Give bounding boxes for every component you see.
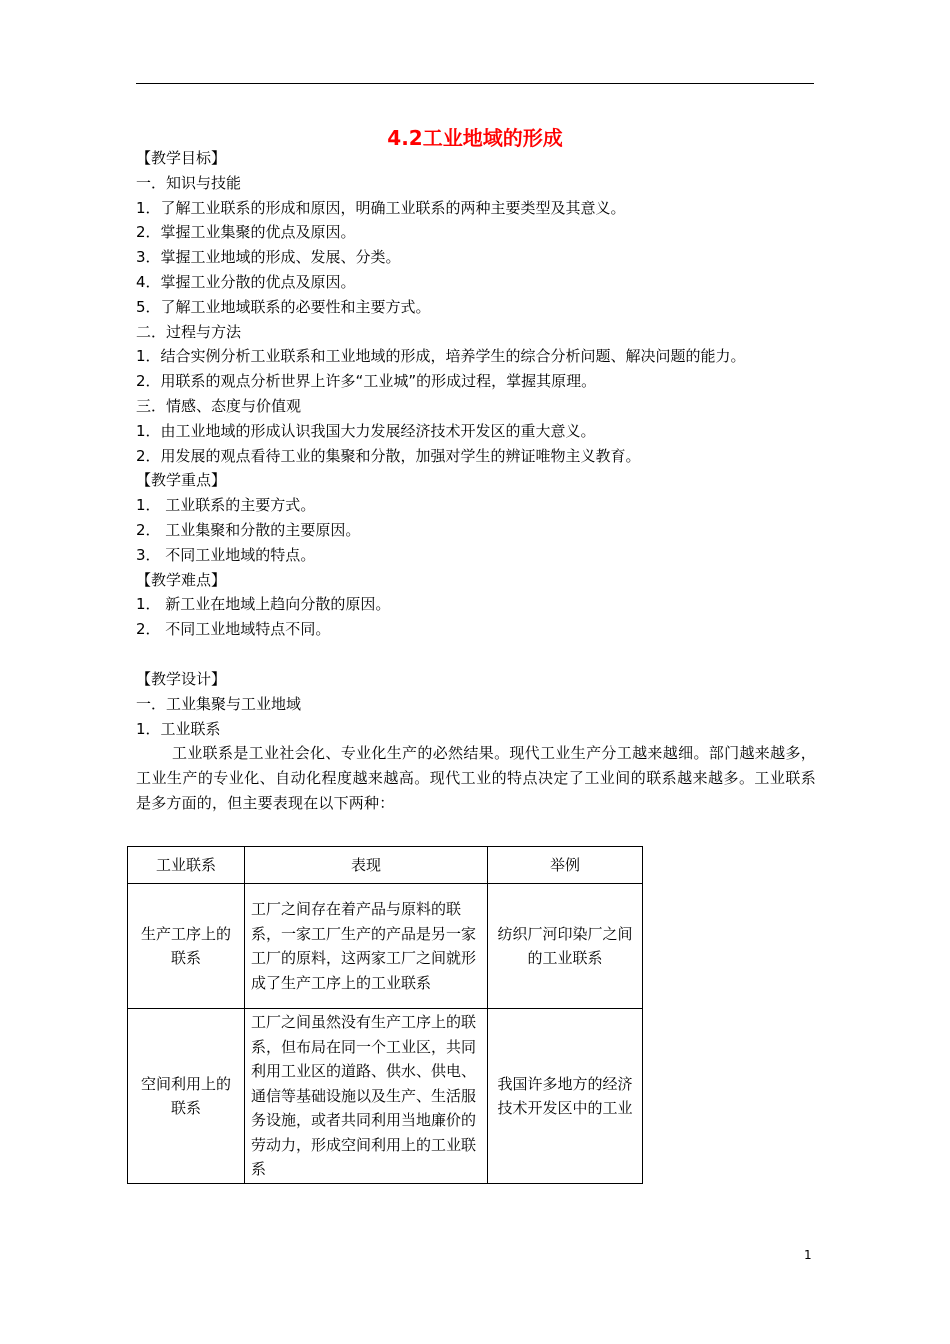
text-line: 5．了解工业地域联系的必要性和主要方式。 [136,297,431,316]
body-paragraph: 工业联系是工业社会化、专业化生产的必然结果。现代工业生产分工越来越细。部门越来越多，工业生产的专业化、自动化程度越来越高。现代工业的特点决定了工业间的联系越来越多。工业联系是多方面的，但主要表现在以下两种： [136,744,816,813]
header-rule [136,83,814,84]
text-line: 2．用发展的观点看待工业的集聚和分散，加强对学生的辨证唯物主义教育。 [136,446,641,465]
text-line: 2．掌握工业集聚的优点及原因。 [136,223,356,242]
table-cell-desc: 工厂之间虽然没有生产工序上的联系，但布局在同一个工业区，共同利用工业区的道路、供水、供电、通信等基础设施以及生产、生活服务设施，或者共同利用当地廉价的劳动力，形成空间利用上的工业联系 [245,1009,488,1184]
table-header-cell: 表现 [245,847,488,884]
table-cell-example: 我国许多地方的经济技术开发区中的工业 [488,1009,643,1184]
text-line: 一．知识与技能 [136,173,242,192]
text-line: 2． 工业集聚和分散的主要原因。 [136,520,361,539]
text-line: 2． 不同工业地域特点不同。 [136,620,331,639]
table-cell-type: 生产工序上的联系 [128,884,245,1009]
table-header-cell: 工业联系 [128,847,245,884]
text-line: 1． 新工业在地域上趋向分散的原因。 [136,595,391,614]
spacer [136,642,816,667]
text-line: 3．掌握工业地域的形成、发展、分类。 [136,248,401,267]
industrial-links-table [127,846,643,1184]
text-line: 4．掌握工业分散的优点及原因。 [136,272,356,291]
text-line: 三．情感、态度与价值观 [136,396,302,415]
page-number: 1 [804,1248,812,1262]
table-cell-example: 纺织厂河印染厂之间的工业联系 [488,884,643,1009]
page-title: 4.2工业地域的形成 [387,126,563,150]
text-line: 1．工业联系 [136,719,221,738]
text-line: 【教学目标】 [136,149,227,167]
text-line: 3． 不同工业地域的特点。 [136,545,316,564]
text-line: 一．工业集聚与工业地域 [136,694,302,713]
text-line: 1． 工业联系的主要方式。 [136,496,316,515]
text-line: 2．用联系的观点分析世界上许多“工业城”的形成过程，掌握其原理。 [136,372,597,391]
text-line: 二．过程与方法 [136,322,242,341]
table-row [128,884,643,1009]
section-heading: 【教学设计】 [136,669,227,688]
table-row [128,1009,643,1184]
table-header-cell: 举例 [488,847,643,884]
table-cell-type: 空间利用上的联系 [128,1009,245,1184]
table-header-row [128,847,643,884]
text-line: 1．结合实例分析工业联系和工业地域的形成，培养学生的综合分析问题、解决问题的能力。 [136,347,746,366]
table-cell-desc: 工厂之间存在着产品与原料的联系，一家工厂生产的产品是另一家工厂的原料，这两家工厂之间就形成了生产工序上的工业联系 [245,884,488,1009]
text-line: 【教学重点】 [136,471,227,490]
text-line: 1．由工业地域的形成认识我国大力发展经济技术开发区的重大意义。 [136,421,596,440]
text-line: 1．了解工业联系的形成和原因，明确工业联系的两种主要类型及其意义。 [136,198,626,217]
document-body [136,146,816,816]
text-line: 【教学难点】 [136,570,227,589]
